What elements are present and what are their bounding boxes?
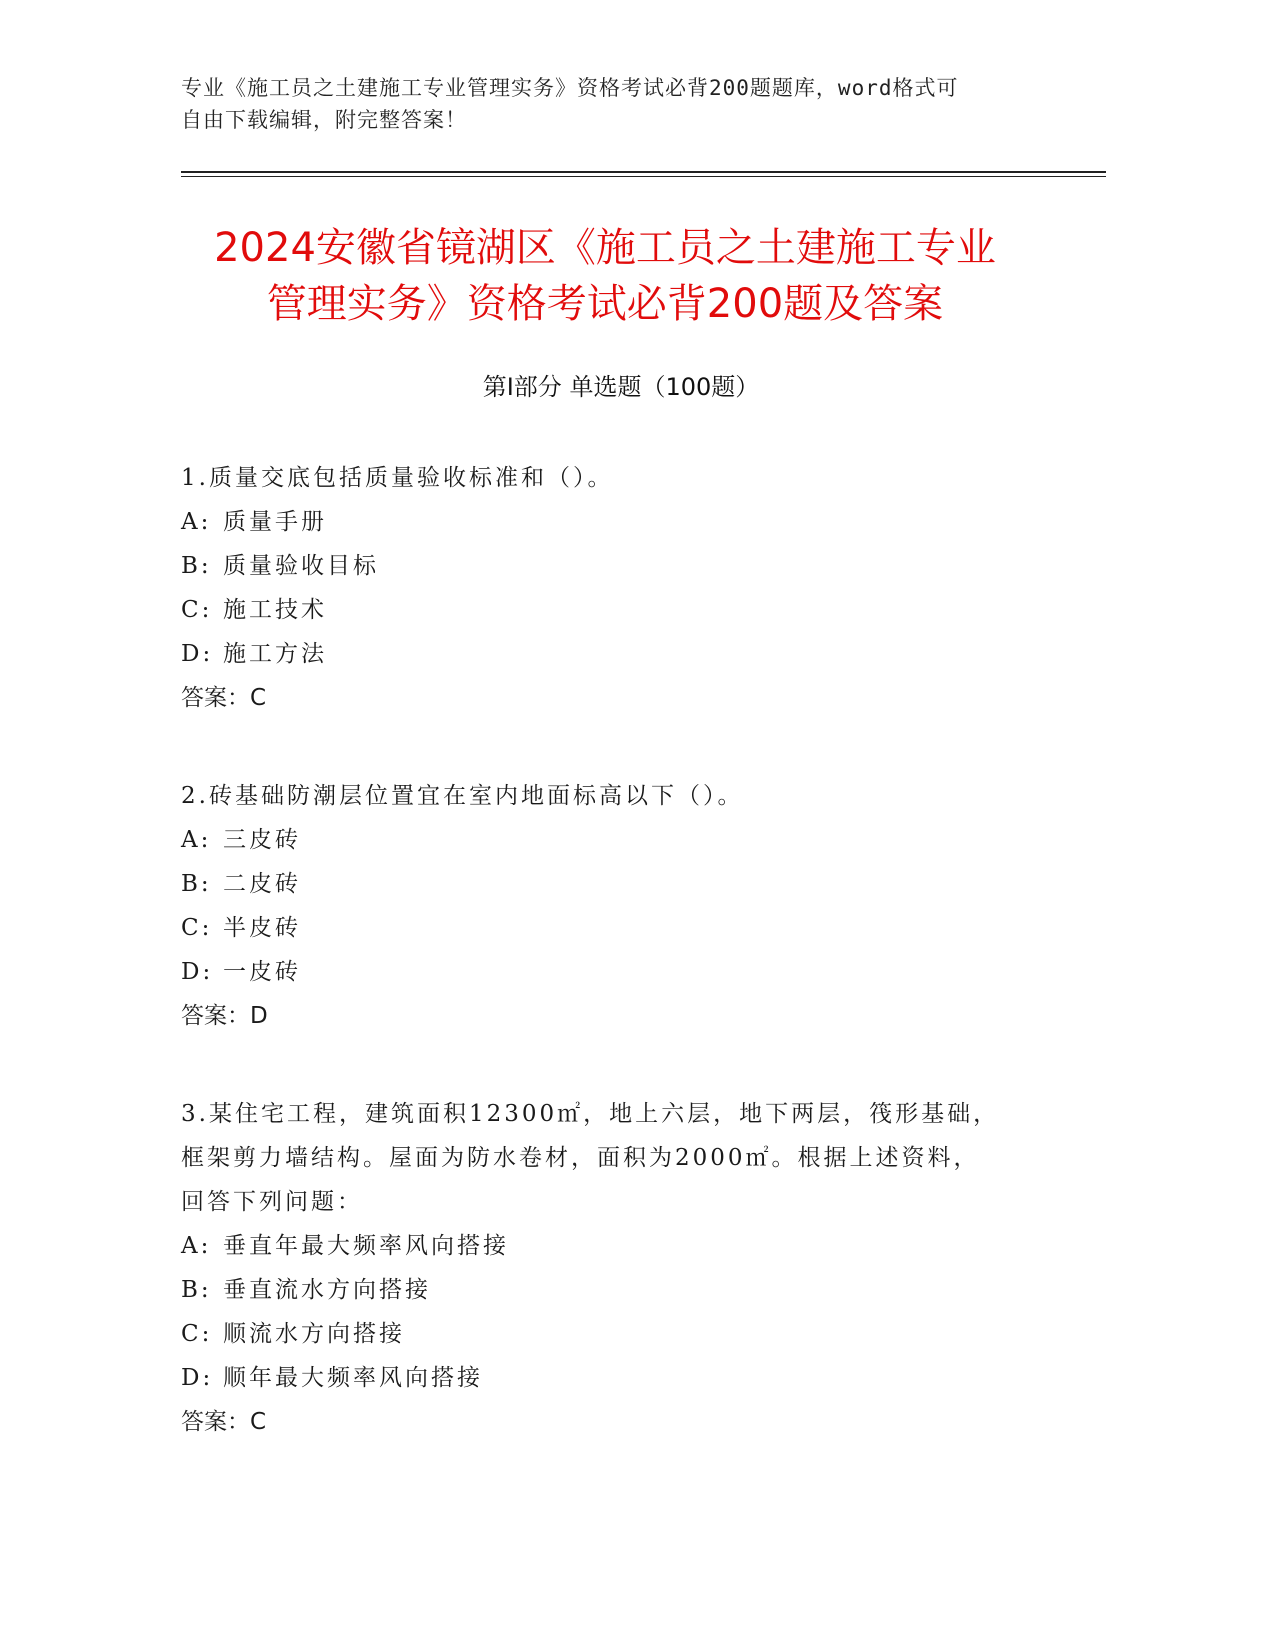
option-key: C: xyxy=(181,597,213,623)
question-item xyxy=(181,456,1061,720)
question-stem xyxy=(181,456,1061,500)
option-key: C: xyxy=(181,915,213,941)
question-stem-line: 1.质量交底包括质量验收标准和（）。 xyxy=(181,465,614,491)
option-text: 垂直流水方向搭接 xyxy=(223,1277,431,1303)
option-text: 施工方法 xyxy=(223,641,327,667)
answer-line: 答案：C xyxy=(181,685,267,711)
option-d xyxy=(181,632,1061,676)
option-key: A: xyxy=(181,1233,212,1259)
option-d xyxy=(181,1356,1061,1400)
option-text: 半皮砖 xyxy=(223,915,301,941)
option-key: B: xyxy=(181,1277,212,1303)
option-text: 垂直年最大频率风向搭接 xyxy=(223,1233,509,1259)
option-text: 一皮砖 xyxy=(223,959,301,985)
question-stem xyxy=(181,1092,1061,1224)
option-c xyxy=(181,588,1061,632)
option-text: 顺流水方向搭接 xyxy=(223,1321,405,1347)
header-divider xyxy=(181,176,1106,177)
option-b xyxy=(181,862,1061,906)
option-key: B: xyxy=(181,553,212,579)
option-key: C: xyxy=(181,1321,213,1347)
option-text: 顺年最大频率风向搭接 xyxy=(223,1365,483,1391)
option-a xyxy=(181,500,1061,544)
header-divider xyxy=(181,171,1106,173)
question-stem-line: 回答下列问题： xyxy=(181,1189,363,1215)
option-key: A: xyxy=(181,827,212,853)
answer-line: 答案：D xyxy=(181,1003,268,1029)
option-d xyxy=(181,950,1061,994)
option-c xyxy=(181,1312,1061,1356)
option-key: D: xyxy=(181,641,214,667)
document-title xyxy=(150,220,1060,332)
option-text: 质量验收目标 xyxy=(223,553,379,579)
option-text: 三皮砖 xyxy=(223,827,301,853)
question-item xyxy=(181,774,1061,1038)
option-key: A: xyxy=(181,509,212,535)
option-key: D: xyxy=(181,959,214,985)
option-b xyxy=(181,544,1061,588)
question-stem-line: 2.砖基础防潮层位置宜在室内地面标高以下（）。 xyxy=(181,783,744,809)
option-text: 质量手册 xyxy=(223,509,327,535)
option-a xyxy=(181,818,1061,862)
option-a xyxy=(181,1224,1061,1268)
answer-line: 答案：C xyxy=(181,1409,267,1435)
document-title-line: 管理实务》资格考试必背200题及答案 xyxy=(266,281,944,327)
section-heading: 第Ⅰ部分 单选题（100题） xyxy=(482,373,760,401)
header-note-line: 自由下载编辑，附完整答案！ xyxy=(181,108,467,132)
option-key: B: xyxy=(181,871,212,897)
question-stem xyxy=(181,774,1061,818)
option-key: D: xyxy=(181,1365,214,1391)
question-item xyxy=(181,1092,1061,1444)
option-c xyxy=(181,906,1061,950)
document-title-line: 2024安徽省镜湖区《施工员之土建施工专业 xyxy=(214,225,996,271)
question-stem-line: 3.某住宅工程，建筑面积12300㎡，地上六层，地下两层，筏形基础， xyxy=(181,1101,1000,1127)
option-b xyxy=(181,1268,1061,1312)
question-list xyxy=(181,456,1061,1498)
option-text: 二皮砖 xyxy=(223,871,301,897)
option-text: 施工技术 xyxy=(223,597,327,623)
question-stem-line: 框架剪力墙结构。屋面为防水卷材，面积为2000㎡。根据上述资料， xyxy=(181,1145,980,1171)
header-note-line: 专业《施工员之土建施工专业管理实务》资格考试必背200题题库，word格式可 xyxy=(181,76,959,100)
header-note xyxy=(181,72,1061,136)
